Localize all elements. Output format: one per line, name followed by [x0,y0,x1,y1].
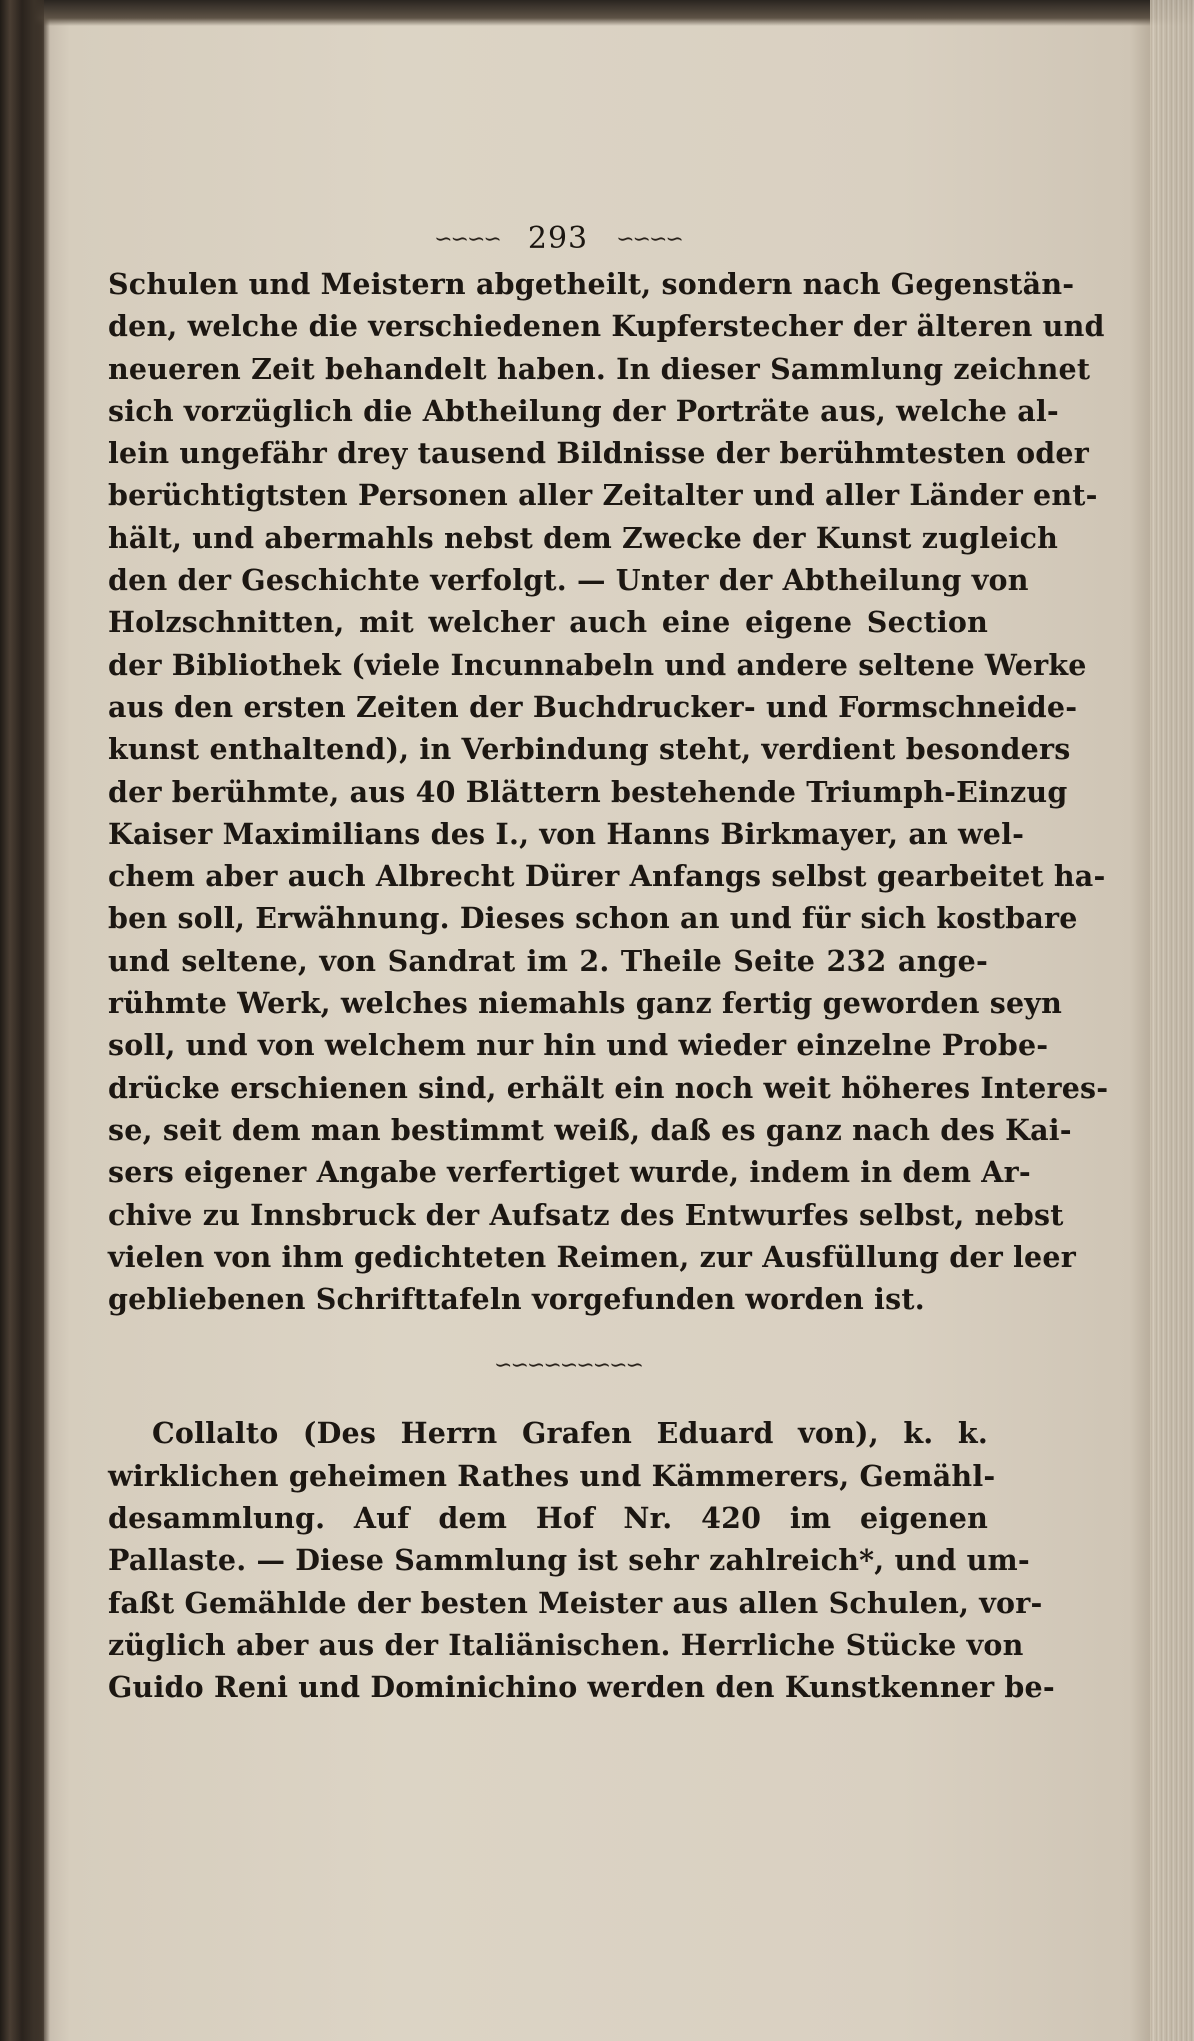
text-line: Guido Reni und Dominichino werden den Kunstkenner be- [108,1670,1055,1705]
text-line: berüchtigtsten Personen aller Zeitalter und aller Länder ent- [108,478,1098,513]
text-line: Holzschnitten, mit welcher auch eine eigene Section [108,605,988,640]
text-line: drücke erschienen sind, erhält ein noch weit höheres Interes- [108,1070,1109,1105]
text-line: chive zu Innsbruck der Aufsatz des Entwurfes selbst, nebst [108,1197,1064,1232]
text-line: der Bibliothek (viele Incunnabeln und andere seltene Werke [108,647,1087,682]
text-line: sers eigener Angabe verfertiget wurde, indem in dem Ar- [108,1155,1031,1190]
text-line: den, welche die verschiedenen Kupferstecher der älteren und [108,309,1105,344]
text-line: aus den ersten Zeiten der Buchdrucker- und Formschneide- [108,689,1078,724]
page-sheet [48,22,1148,2022]
text-line: faßt Gemählde der besten Meister aus allen Schulen, vor- [108,1585,1043,1620]
section-divider: ∽∽∽∽∽∽∽∽∽ [494,1353,642,1379]
text-line: den der Geschichte verfolgt. — Unter der Abtheilung von [108,563,1029,598]
page-number: 293 [527,221,589,256]
text-line: vielen von ihm gedichteten Reimen, zur Ausfüllung der leer [108,1239,1076,1274]
page-header [108,217,988,261]
text-line: sich vorzüglich die Abtheilung der Porträte aus, welche al- [108,393,1059,428]
text-line: ben soll, Erwähnung. Dieses schon an und für sich kostbare [108,901,1078,936]
text-line: der berühmte, aus 40 Blättern bestehende Triumph-Einzug [108,774,1068,809]
text-line: Schulen und Meistern abgetheilt, sondern nach Gegenstän- [108,267,1075,301]
text-line: chem aber auch Albrecht Dürer Anfangs selbst gearbeitet ha- [108,859,1106,894]
text-line: neueren Zeit behandelt haben. In dieser Sammlung zeichnet [108,351,1091,386]
paragraph-continued [108,263,1109,1320]
text-line: desammlung. Auf dem Hof Nr. 420 im eigenen [108,1501,988,1536]
text-line: kunst enthaltend), in Verbindung steht, verdient besonders [108,732,1071,767]
text-line: hält, und abermahls nebst dem Zwecke der Kunst zugleich [108,520,1059,555]
page-edges [1150,0,1194,2041]
book-spine [0,0,44,2041]
text-line: Kaiser Maximilians des I., von Hanns Birkmayer, an wel- [108,816,1025,851]
text-line: und seltene, von Sandrat im 2. Theile Seite 232 ange- [108,943,988,978]
text-line: züglich aber aus der Italiänischen. Herrliche Stücke von [108,1627,1024,1662]
text-line: rühmte Werk, welches niemahls ganz fertig geworden seyn [108,986,1062,1021]
text-line: Pallaste. — Diese Sammlung ist sehr zahlreich*, und um- [108,1543,1030,1578]
text-block [108,217,1109,1709]
text-line: soll, und von welchem nur hin und wieder einzelne Probe- [108,1028,1049,1063]
entry-heading-line: Collalto (Des Herrn Grafen Eduard von), k. k. [152,1416,988,1451]
header-ornament-right: ∽∽∽∽ [616,227,682,252]
text-line: lein ungefähr drey tausend Bildnisse der berühmtesten oder [108,436,1089,471]
text-line: se, seit dem man bestimmt weiß, daß es ganz nach des Kai- [108,1112,1072,1147]
text-line: wirklichen geheimen Rathes und Kämmerers, Gemähl- [108,1458,996,1493]
entry-collalto [108,1412,1055,1708]
header-ornament-left: ∽∽∽∽ [434,227,500,252]
text-line-last: gebliebenen Schrifttafeln vorgefunden worden ist. [108,1282,925,1317]
